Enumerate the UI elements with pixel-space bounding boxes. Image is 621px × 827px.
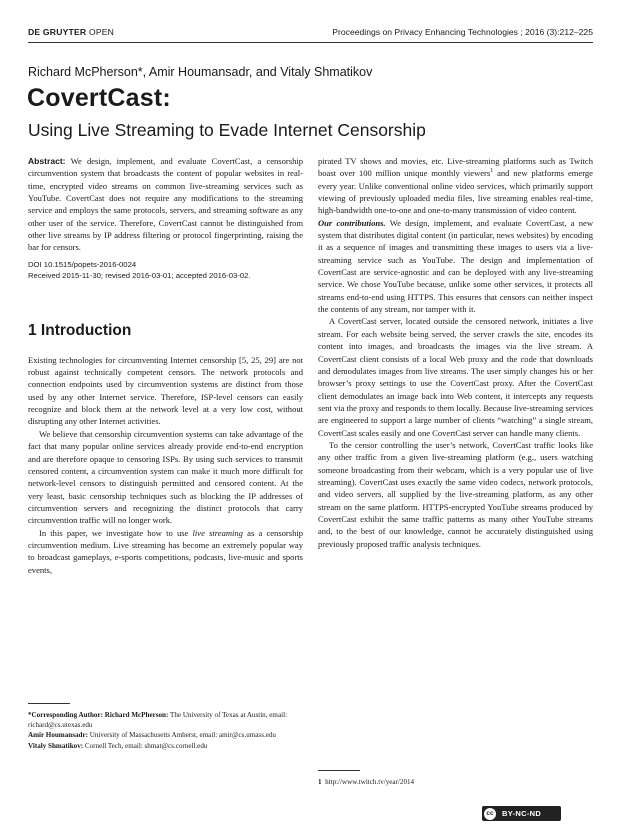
body-paragraph-censor: To the censor controlling the user’s network, CovertCast traffic looks like any other traffic from a given live-streaming platform (e.g., users watching someone broadcasting from their webcam, which is a very popular use of live streaming). CovertCast uses exactly the same video codecs, network protocols, and video servers, all supplied by the live-streaming platform, as any other stream on the same platform. HTTPS-encrypted YouTube streams produced by CovertCast exhibit the same traffic patterns as many other YouTube streams and, to the best of our knowledge, cannot be accurately distinguished using previously proposed traffic analysis techniques. — [318, 439, 593, 549]
running-header — [28, 27, 593, 41]
license-badge[interactable] — [482, 806, 561, 821]
abstract-label: Abstract: — [28, 156, 66, 166]
intro-paragraph-2: We believe that censorship circumvention systems can take advantage of the fact that many popular online services already provide end-to-end encryption and are therefore opaque to censoring ISPs. By using such services to transmit censored content, a circumvention system can make it much more difficult for network-level censors to distinguish permitted and censored content. At the very least, basic censorship techniques such as blocking the IP addresses of circumvention servers and recognizing the distinct protocols that carry circumvention traffic will no longer work. — [28, 428, 303, 526]
footnote-author-3: Vitaly Shmatikov: Cornell Tech, email: shmat@cs.cornell.edu — [28, 741, 208, 750]
intro-paragraph-3: In this paper, we investigate how to use live streaming as a censorship circumvention medium. Live streaming has become an extremely popular way to broadcast gameplays, e-sports competitions, podcasts, live-music and sports events, — [28, 527, 304, 575]
abstract — [28, 155, 303, 254]
intro-paragraph-1: Existing technologies for circumventing Internet censorship [5, 25, 29] are not robust against technically competent censors. The network protocols and connection endpoints used by circumvention systems are distinct from those used by any other Internet service. Therefore, ISP-level censors can easily recognize and block them at the network level at a very low cost, without disrupting any other Internet activities. — [28, 354, 303, 427]
doi: DOI 10.1515/popets-2016-0024 — [28, 259, 137, 269]
publisher-name: DE GRUYTER OPEN — [28, 27, 115, 37]
left-column — [28, 155, 303, 576]
section-heading: 1 Introduction — [28, 321, 132, 339]
journal-reference: Proceedings on Privacy Enhancing Technologies ; 2016 (3):212–225 — [332, 27, 593, 37]
contributions-paragraph: Our contributions. We design, implement, and evaluate CovertCast, a new system that distributes digital content (in particular, news websites) by encoding it as a sequence of images and transmitting these images to users via a live-streaming service such as YouTube. The design and implementation of CovertCast are service-agnostic and can be deployed with any live-streaming service. We chose YouTube because, unlike some other services, it protects all streams end-to-end using HTTPS. This ensures that censors can neither inspect the contents of any stream, nor tamper with it. — [318, 217, 594, 315]
author-footnotes — [28, 703, 303, 751]
body-paragraph-server: A CovertCast server, located outside the censored network, initiates a live stream. For each website being served, the server crawls the site, encodes its content into images, and broadcasts the images via the live stream. A CovertCast client consists of a local Web proxy and the code that downloads and demodulates images from live streams. The user simply changes his or her browser’s proxy settings to use the CovertCast proxy. After the CovertCast client demodulates an image back into Web content, it intercepts any requests sent via the proxy and responds to them locally. Because live-streaming services are engineered to support a large number of clients “watching” a single stream, CovertCast scales easily and one CovertCast server can handle many clients. — [318, 316, 593, 438]
header-rule — [28, 42, 593, 43]
footnote-author-1: *Corresponding Author: Richard McPherson: The University of Texas at Austin, email: richard@cs.utexas.edu — [28, 711, 288, 730]
author-list: Richard McPherson*, Amir Houmansadr, and Vitaly Shmatikov — [28, 65, 373, 79]
footnote-1: 1 http://www.twitch.tv/year/2014 — [318, 778, 415, 786]
paper-title: CovertCast: — [27, 84, 171, 112]
page-footnote — [318, 770, 593, 787]
license-label: BY-NC-ND — [502, 809, 542, 818]
contributions-label: Our contributions. — [318, 217, 386, 228]
paper-subtitle: Using Live Streaming to Evade Internet Censorship — [28, 120, 426, 140]
emphasis-live-streaming: live streaming — [192, 527, 243, 538]
footnote-mark[interactable]: 1 — [490, 168, 494, 175]
right-column — [318, 155, 593, 550]
body-paragraph-continued: pirated TV shows and movies, etc. Live-streaming platforms such as Twitch boast over 100 million unique monthly viewers$^1$ and new platforms emerge every year. Unlike conventional online video services, which primarily support viewing of previously uploaded media files, live streaming enables real-time, high-bandwidth one-to-one and one-to-many transmission of video content. — [318, 156, 593, 216]
abstract-text: We design, implement, and evaluate CovertCast, a censorship circumvention system that broadcasts the content of popular websites in real-time, encrypted video streams on common live-streaming services such as YouTube. CovertCast does not require any modifications to the streaming service and employs the same protocols, servers, and streaming software as any other user of the service. Therefore, CovertCast cannot be distinguished from other live streams by IP address filtering or protocol fingerprinting, raising the bar for censors. — [28, 156, 304, 253]
footnote-rule — [318, 770, 360, 771]
received-dates: Received 2015-11-30; revised 2016-03-01; accepted 2016-03-02. — [28, 270, 251, 280]
footnote-rule — [28, 703, 70, 704]
creative-commons-icon: cc — [483, 807, 497, 821]
footnote-link[interactable]: http://www.twitch.tv/year/2014 — [325, 778, 415, 786]
footnote-author-2: Amir Houmansadr: University of Massachusetts Amherst, email: amir@cs.umass.edu — [28, 731, 276, 740]
